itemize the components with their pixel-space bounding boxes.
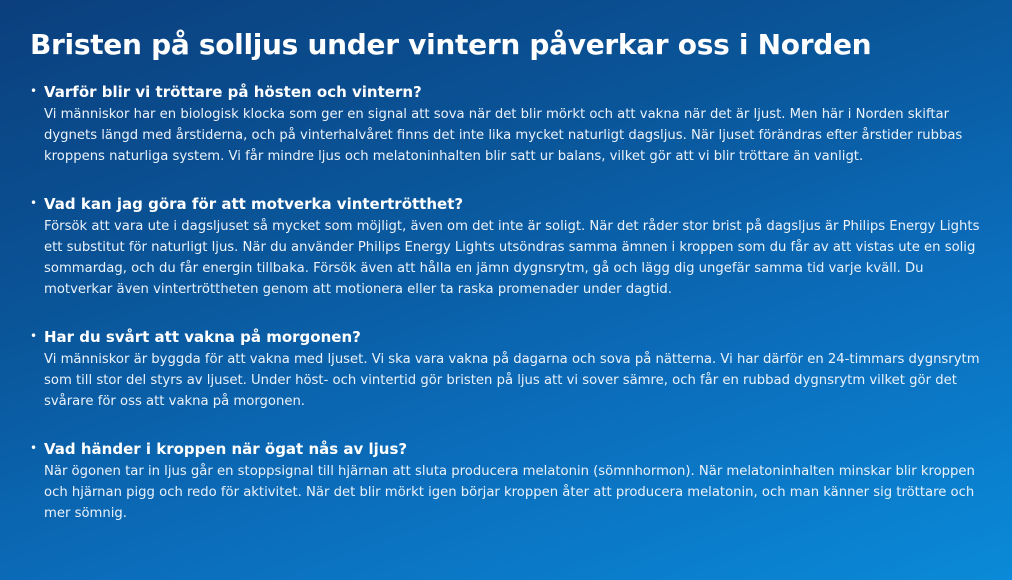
faq-answer: När ögonen tar in ljus går en stoppsignal till hjärnan att sluta producera melatonin (sömnhormon). När melatoninhalten minskar blir kroppen och hjärnan pigg och redo för aktivitet. När det blir mörkt igen börjar kroppen åter att producera melatonin, och man känner sig tröttare och mer sömnig. <box>44 464 975 521</box>
faq-answer: Vi människor är byggda för att vakna med ljuset. Vi ska vara vakna på dagarna och sova på nätterna. Vi har därför en 24-timmars dygnsrytm som till stor del styrs av ljuset. Under höst- och vintertid gör bristen på ljus att vi sover sämre, och får en rubbad dygnsrytm vilket gör det svårare för oss att vakna på morgonen. <box>44 352 980 409</box>
page-title: Bristen på solljus under vintern påverkar oss i Norden <box>30 28 872 61</box>
faq-question: Vad händer i kroppen när ögat nås av ljus? <box>44 440 408 458</box>
faq-item-light-in-eye <box>30 439 982 524</box>
faq-answer: Försök att vara ute i dagsljuset så mycket som möjligt, även om det inte är soligt. När det råder stor brist på dagsljus är Philips Energy Lights ett substitut för naturligt ljus. När du använder Philips Energy Lights utsöndras samma ämnen i kroppen som du får av att vistas ute en solig sommardag, och du får energin tillbaka. Försök även att hålla en jämn dygnsrytm, gå och lägg dig ungefär samma tid varje kväll. Du motverkar även vintertröttheten genom att motionera eller ta raska promenader under dagtid. <box>44 219 980 297</box>
faq-item-waking <box>30 327 982 412</box>
bullet-icon: • <box>30 441 38 455</box>
faq-item-tiredness <box>30 82 982 167</box>
faq-answer: Vi människor har en biologisk klocka som ger en signal att sova när det blir mörkt och att vakna när det är ljust. Men här i Norden skiftar dygnets längd med årstiderna, och på vinterhalvåret finns det inte lika mycket naturligt dagsljus. När ljuset förändras efter årstider rubbas kroppens naturliga system. Vi får mindre ljus och melatoninhalten blir satt ur balans, vilket gör att vi blir tröttare än vanligt. <box>44 107 963 164</box>
faq-item-counteract <box>30 194 982 300</box>
bullet-icon: • <box>30 329 38 343</box>
faq-question: Har du svårt att vakna på morgonen? <box>44 328 361 346</box>
faq-question: Vad kan jag göra för att motverka vintertrötthet? <box>44 195 464 213</box>
bullet-icon: • <box>30 84 38 98</box>
faq-list <box>30 82 982 524</box>
faq-question: Varför blir vi tröttare på hösten och vintern? <box>44 83 422 101</box>
bullet-icon: • <box>30 196 38 210</box>
